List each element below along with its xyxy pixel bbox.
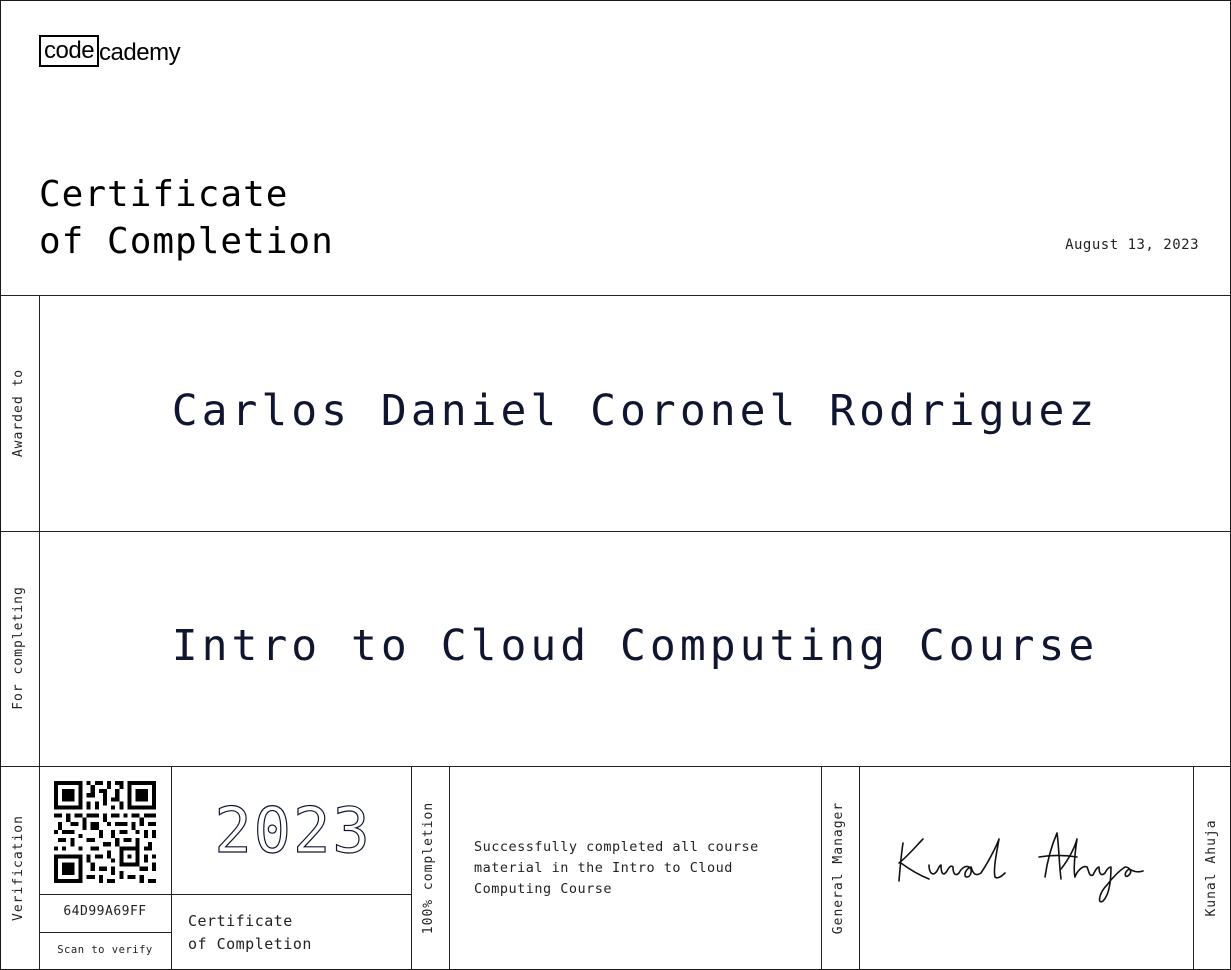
signature (889, 821, 1179, 911)
qr-code[interactable] (54, 781, 156, 883)
issue-date: August 13, 2023 (1065, 237, 1199, 253)
year-text: 2023 (214, 794, 372, 864)
logo-boxed-text: code (39, 35, 99, 67)
divider (1193, 766, 1194, 970)
divider (449, 766, 450, 970)
verification-label: Verification (11, 815, 26, 921)
small-certificate-title (188, 910, 312, 956)
codecademy-logo (39, 35, 180, 67)
year-display (206, 794, 381, 864)
title-line-2: of Completion (39, 221, 334, 262)
signer-name: Kunal Ahuja (1204, 819, 1219, 917)
verification-code: 64D99A69FF (63, 904, 147, 919)
title-line-1: Certificate (39, 174, 289, 215)
completion-label: 100% completion (421, 801, 436, 935)
divider (1, 766, 1231, 767)
certificate-title (39, 171, 334, 265)
divider (39, 894, 171, 895)
divider (171, 766, 172, 970)
small-title-line-2: of Completion (188, 935, 312, 953)
divider (1, 295, 1231, 296)
divider (1, 531, 1231, 532)
course-name: Intro to Cloud Computing Course (171, 621, 1099, 671)
divider (821, 766, 822, 970)
divider (411, 766, 412, 970)
small-title-line-1: Certificate (188, 912, 293, 930)
logo-text: cademy (99, 39, 181, 66)
divider (171, 894, 411, 895)
recipient-name: Carlos Daniel Coronel Rodriguez (171, 386, 1099, 436)
for-completing-label: For completing (11, 586, 26, 710)
divider (39, 932, 171, 933)
scan-to-verify-text: Scan to verify (57, 944, 153, 956)
divider (859, 766, 860, 970)
completion-description: Successfully completed all course material in the Intro to Cloud Computing Course (474, 839, 759, 897)
general-manager-label: General Manager (831, 801, 846, 935)
awarded-to-label: Awarded to (11, 368, 26, 458)
